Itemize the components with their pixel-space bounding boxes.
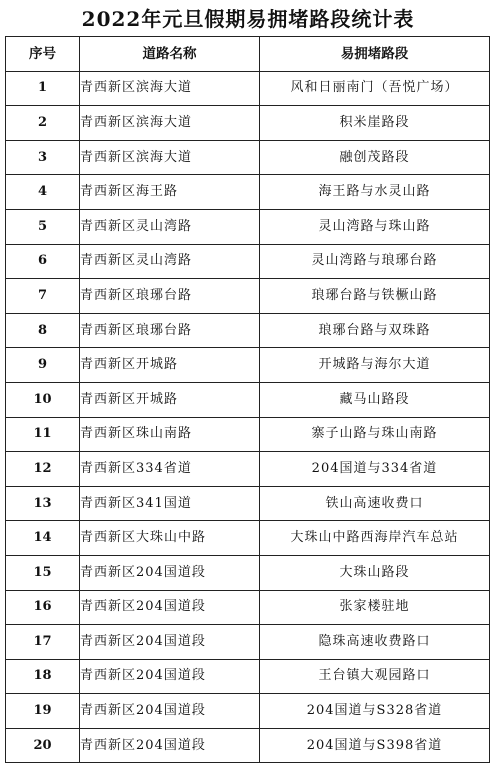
road-name: 青西新区海王路 (80, 175, 260, 210)
congested-segment: 大珠山路段 (260, 555, 490, 590)
road-name: 青西新区珠山南路 (80, 417, 260, 452)
table-row (6, 590, 490, 625)
road-name: 青西新区开城路 (80, 382, 260, 417)
road-name: 青西新区滨海大道 (80, 71, 260, 106)
table-row (6, 313, 490, 348)
table-row (6, 71, 490, 106)
column-header-segment: 易拥堵路段 (260, 37, 490, 72)
road-name: 青西新区滨海大道 (80, 140, 260, 175)
row-number: 20 (6, 728, 80, 763)
road-name: 青西新区滨海大道 (80, 106, 260, 141)
table-row (6, 175, 490, 210)
table-body (6, 71, 490, 763)
congested-segment: 大珠山中路西海岸汽车总站 (260, 521, 490, 556)
table-row (6, 625, 490, 660)
row-number: 13 (6, 486, 80, 521)
road-name: 青西新区灵山湾路 (80, 244, 260, 279)
table-row (6, 244, 490, 279)
row-number: 2 (6, 106, 80, 141)
congested-segment: 铁山高速收费口 (260, 486, 490, 521)
row-number: 14 (6, 521, 80, 556)
congested-segment: 寨子山路与珠山南路 (260, 417, 490, 452)
row-number: 16 (6, 590, 80, 625)
congested-segment: 灵山湾路与琅琊台路 (260, 244, 490, 279)
road-name: 青西新区琅琊台路 (80, 313, 260, 348)
congested-segment: 204国道与S328省道 (260, 694, 490, 729)
table-row (6, 382, 490, 417)
congested-segment: 积米崖路段 (260, 106, 490, 141)
column-header-road: 道路名称 (80, 37, 260, 72)
congested-segment: 灵山湾路与珠山路 (260, 209, 490, 244)
congested-segment: 风和日丽南门（吾悦广场） (260, 71, 490, 106)
congested-segment: 海王路与水灵山路 (260, 175, 490, 210)
table-row (6, 209, 490, 244)
table-row (6, 694, 490, 729)
congested-segment: 琅琊台路与双珠路 (260, 313, 490, 348)
road-name: 青西新区开城路 (80, 348, 260, 383)
row-number: 19 (6, 694, 80, 729)
congested-segment: 隐珠高速收费路口 (260, 625, 490, 660)
road-name: 青西新区204国道段 (80, 590, 260, 625)
page-title: 2022年元旦假期易拥堵路段统计表 (81, 7, 415, 31)
row-number: 11 (6, 417, 80, 452)
congested-segment: 204国道与S398省道 (260, 728, 490, 763)
row-number: 1 (6, 71, 80, 106)
table-row (6, 452, 490, 487)
row-number: 5 (6, 209, 80, 244)
road-name: 青西新区334省道 (80, 452, 260, 487)
road-name: 青西新区琅琊台路 (80, 279, 260, 314)
congested-segment: 开城路与海尔大道 (260, 348, 490, 383)
congested-segment: 张家楼驻地 (260, 590, 490, 625)
row-number: 7 (6, 279, 80, 314)
road-name: 青西新区204国道段 (80, 555, 260, 590)
congested-segment: 王台镇大观园路口 (260, 659, 490, 694)
row-number: 10 (6, 382, 80, 417)
table-row (6, 659, 490, 694)
row-number: 6 (6, 244, 80, 279)
congestion-table (5, 36, 490, 763)
road-name: 青西新区204国道段 (80, 728, 260, 763)
table-row (6, 106, 490, 141)
row-number: 8 (6, 313, 80, 348)
table-header-row (6, 37, 490, 72)
road-name: 青西新区大珠山中路 (80, 521, 260, 556)
road-name: 青西新区204国道段 (80, 625, 260, 660)
row-number: 9 (6, 348, 80, 383)
table-row (6, 486, 490, 521)
congested-segment: 琅琊台路与铁橛山路 (260, 279, 490, 314)
road-name: 青西新区204国道段 (80, 694, 260, 729)
congested-segment: 204国道与334省道 (260, 452, 490, 487)
row-number: 4 (6, 175, 80, 210)
road-name: 青西新区341国道 (80, 486, 260, 521)
road-name: 青西新区204国道段 (80, 659, 260, 694)
table-row (6, 555, 490, 590)
column-header-no: 序号 (6, 37, 80, 72)
table-row (6, 521, 490, 556)
table-row (6, 279, 490, 314)
table-row (6, 348, 490, 383)
table-row (6, 728, 490, 763)
congested-segment: 藏马山路段 (260, 382, 490, 417)
road-name: 青西新区灵山湾路 (80, 209, 260, 244)
row-number: 15 (6, 555, 80, 590)
table-row (6, 417, 490, 452)
table-row (6, 140, 490, 175)
row-number: 17 (6, 625, 80, 660)
row-number: 12 (6, 452, 80, 487)
row-number: 3 (6, 140, 80, 175)
congested-segment: 融创茂路段 (260, 140, 490, 175)
row-number: 18 (6, 659, 80, 694)
